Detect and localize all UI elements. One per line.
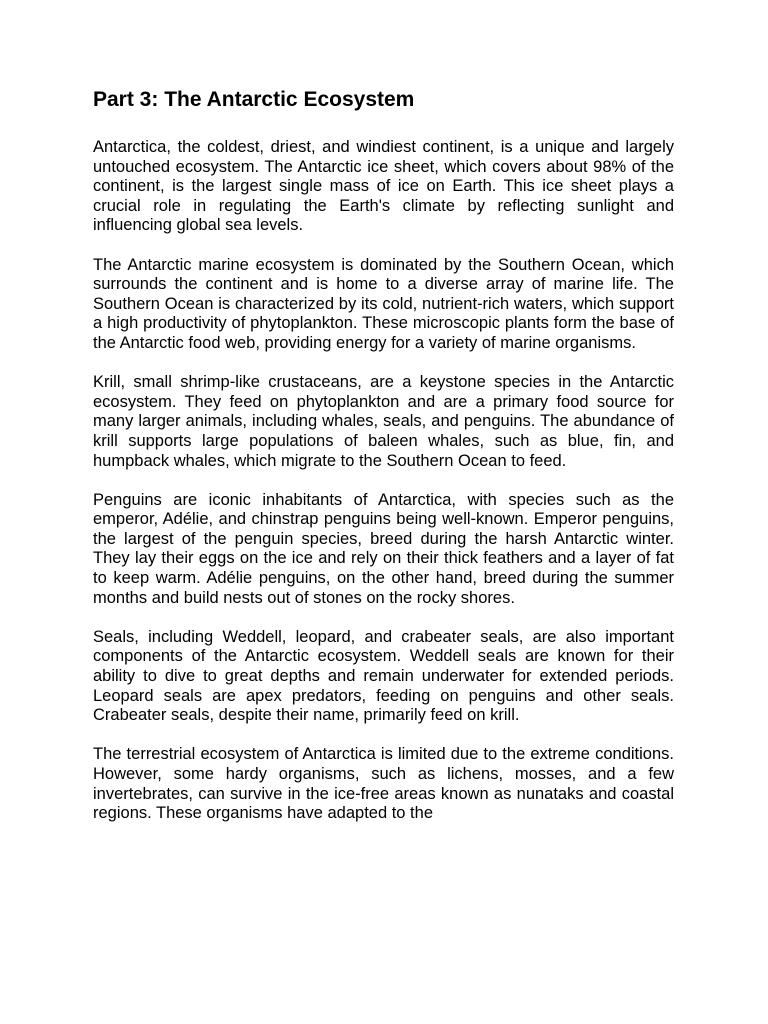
paragraph-marine-ecosystem: The Antarctic marine ecosystem is dominated by the Southern Ocean, which surrounds the continent and is home to a diverse array of marine life. The Southern Ocean is characterized by its cold, nutrient-rich waters, which support a high productivity of phytoplankton. These microscopic plants form the base of the Antarctic food web, providing energy for a variety of marine organisms. [93,255,674,352]
page-title: Part 3: The Antarctic Ecosystem [93,88,415,111]
paragraph-ice-sheet: Antarctica, the coldest, driest, and windiest continent, is a unique and largely untouched ecosystem. The Antarctic ice sheet, which covers about 98% of the continent, is the largest single mass of ice on Earth. This ice sheet plays a crucial role in regulating the Earth's climate by reflecting sunlight and influencing global sea levels. [93,138,674,235]
document-page [93,86,674,843]
paragraph-penguins: Penguins are iconic inhabitants of Antarctica, with species such as the emperor, Adélie, and chinstrap penguins being well-known. Emperor penguins, the largest of the penguin species, breed during the harsh Antarctic winter. They lay their eggs on the ice and rely on their thick feathers and a layer of fat to keep warm. Adélie penguins, on the other hand, breed during the summer months and build nests out of stones on the rocky shores. [93,490,674,607]
paragraph-seals: Seals, including Weddell, leopard, and crabeater seals, are also important components of the Antarctic ecosystem. Weddell seals are known for their ability to dive to great depths and remain underwater for extended periods. Leopard seals are apex predators, feeding on penguins and other seals. Crabeater seals, despite their name, primarily feed on krill. [93,627,674,725]
paragraph-terrestrial: The terrestrial ecosystem of Antarctica is limited due to the extreme conditions. However, some hardy organisms, such as lichens, mosses, and a few invertebrates, can survive in the ice-free areas known as nunataks and coastal regions. These organisms have adapted to the [93,745,674,823]
paragraph-krill: Krill, small shrimp-like crustaceans, are a keystone species in the Antarctic ecosystem. They feed on phytoplankton and are a primary food source for many larger animals, including whales, seals, and penguins. The abundance of krill supports large populations of baleen whales, such as blue, fin, and humpback whales, which migrate to the Southern Ocean to feed. [93,373,674,470]
